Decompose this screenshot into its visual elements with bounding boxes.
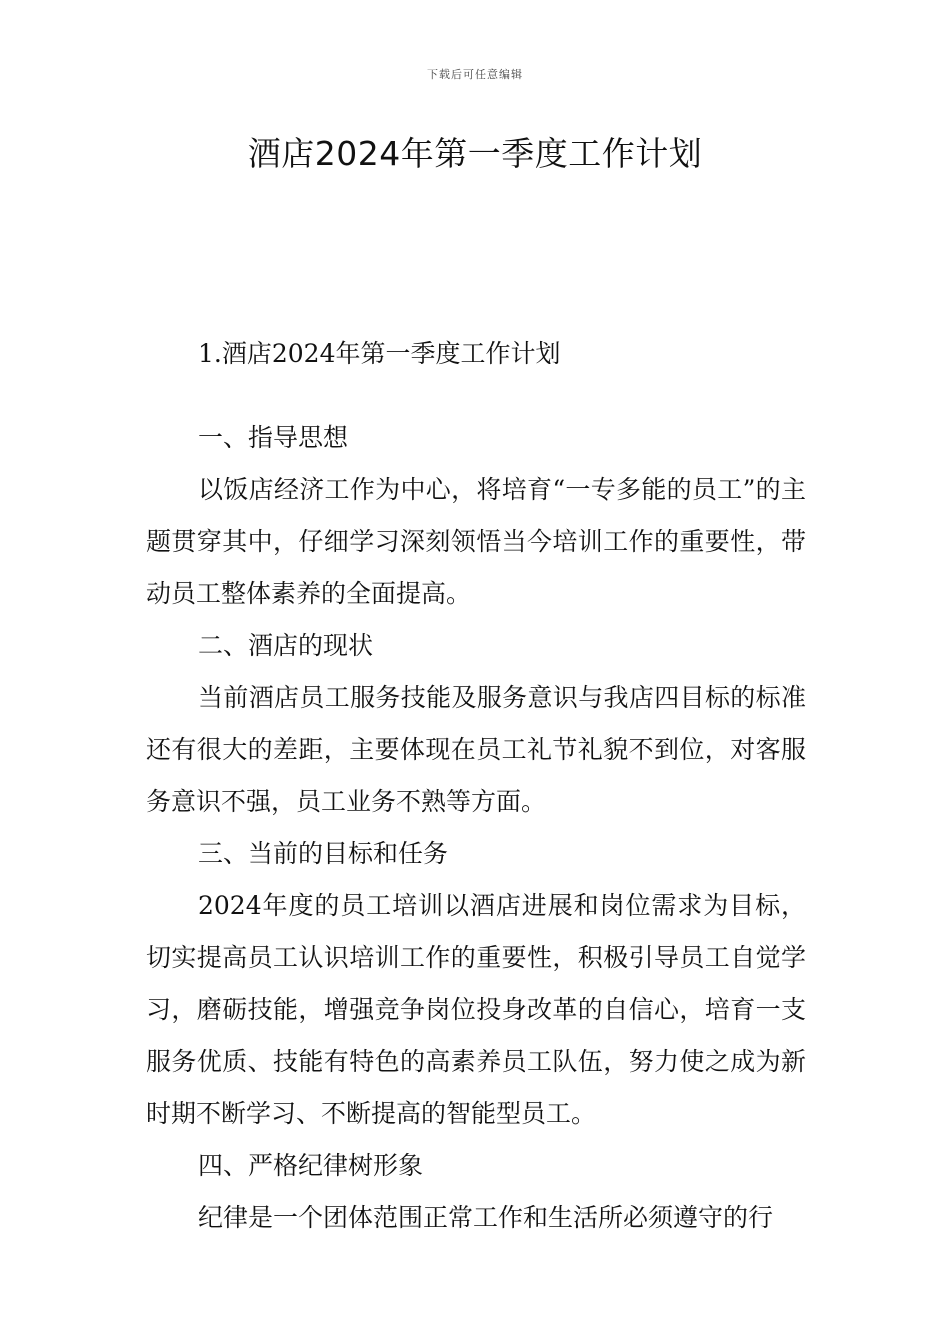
heading-guiding-thought: 一、指导思想 [198, 423, 349, 452]
document-body [146, 328, 806, 1244]
heading-hotel-status: 二、酒店的现状 [198, 631, 374, 660]
heading-goals-tasks: 三、当前的目标和任务 [198, 839, 449, 868]
paragraph-hotel-status: 当前酒店员工服务技能及服务意识与我店四目标的标准还有很大的差距，主要体现在员工礼节礼貌不到位，对客服务意识不强，员工业务不熟等方面。 [146, 683, 806, 816]
header-note: 下载后可任意编辑 [427, 68, 523, 81]
paragraph-guiding-thought: 以饭店经济工作为中心，将培育“一专多能的员工”的主题贯穿其中，仔细学习深刻领悟当今培训工作的重要性，带动员工整体素养的全面提高。 [146, 475, 806, 608]
section-title: 1.酒店2024年第一季度工作计划 [198, 339, 561, 368]
heading-discipline: 四、严格纪律树形象 [198, 1151, 424, 1180]
paragraph-discipline: 纪律是一个团体范围正常工作和生活所必须遵守的行 [198, 1203, 774, 1232]
paragraph-goals-tasks: 2024年度的员工培训以酒店进展和岗位需求为目标，切实提高员工认识培训工作的重要性，积极引导员工自觉学习，磨砺技能，增强竞争岗位投身改革的自信心，培育一支服务优质、技能有特色的高素养员工队伍，努力使之成为新时期不断学习、不断提高的智能型员工。 [146, 891, 806, 1128]
document-title: 酒店2024年第一季度工作计划 [247, 134, 703, 173]
